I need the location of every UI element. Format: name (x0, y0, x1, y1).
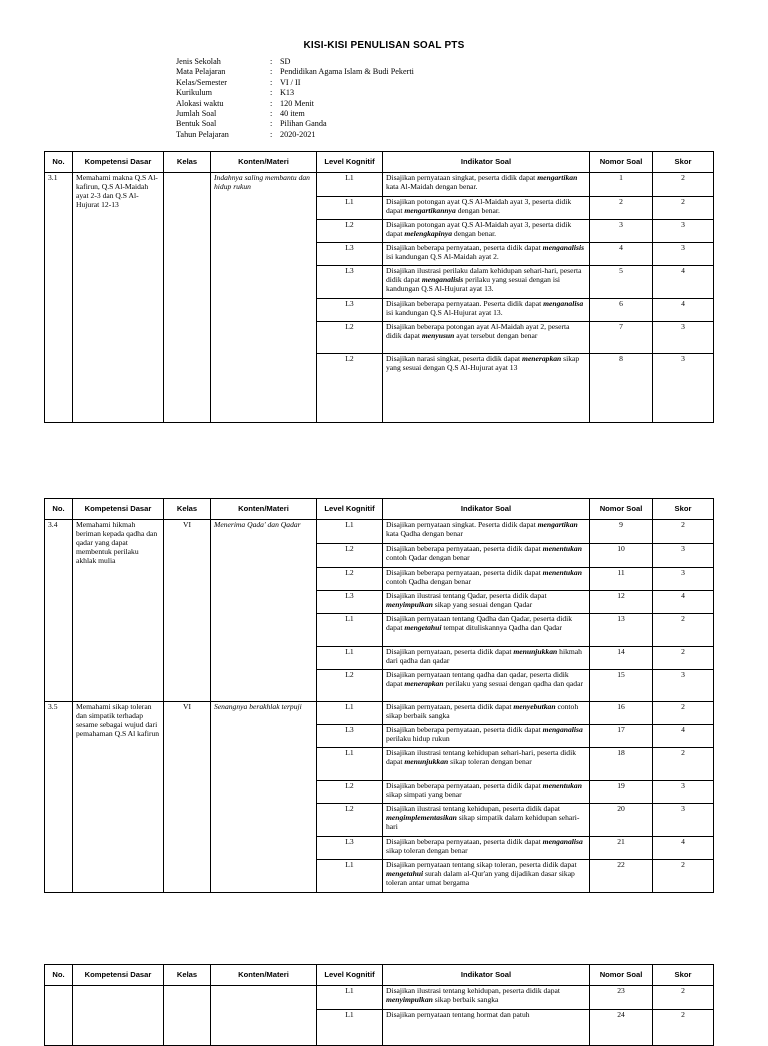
cell-skor: 2 (653, 748, 714, 781)
cell-level-kognitif: L1 (317, 197, 383, 220)
indikator-keyword: menunjukkan (404, 757, 449, 766)
indikator-text: contoh Qadha dengan benar (386, 577, 471, 586)
cell-nomor-soal: 16 (590, 702, 653, 725)
document-meta (176, 57, 414, 140)
indikator-text: sikap berbaik sangka (432, 995, 499, 1004)
indikator-text: Disajikan pernyataan tentang Qadha dan Qadar, peserta didik dapat (386, 614, 573, 632)
table-row (45, 702, 714, 725)
indikator-text: Disajikan beberapa potongan ayat Al-Maidah ayat 2, peserta didik dapat (386, 322, 570, 340)
col-header-no: No. (45, 152, 73, 173)
indikator-keyword: menyimpulkan (386, 600, 433, 609)
indikator-text: contoh sikap berbaik sangka (386, 702, 579, 720)
cell-no (45, 986, 73, 1046)
indikator-text: Disajikan ilustrasi tentang kehidupan, peserta didik dapat (386, 804, 560, 813)
indikator-keyword: mengetahui (386, 869, 424, 878)
indikator-text: Disajikan ilustrasi tentang kehidupan sehari-hari, peserta didik dapat (386, 748, 576, 766)
indikator-keyword: menerapkan (522, 354, 562, 363)
cell-indikator-soal (383, 322, 590, 354)
cell-skor: 3 (653, 670, 714, 702)
indikator-text: tempat dituliskannya Qadha dan Qadar (441, 623, 562, 632)
cell-level-kognitif: L1 (317, 173, 383, 197)
meta-colon: : (270, 98, 273, 108)
meta-value: 40 item (280, 109, 305, 119)
cell-level-kognitif: L3 (317, 266, 383, 299)
cell-skor: 3 (653, 544, 714, 568)
cell-indikator-soal (383, 804, 590, 837)
indikator-text: perilaku yang sesuai dengan qadha dan qadar (443, 679, 583, 688)
cell-indikator-soal (383, 220, 590, 243)
indikator-keyword: menganalisa (542, 837, 583, 846)
cell-skor: 2 (653, 647, 714, 670)
cell-nomor-soal: 24 (590, 1010, 653, 1046)
indikator-text: kata Al-Maidah dengan benar. (386, 182, 478, 191)
indikator-keyword: mengimplementasikan (386, 813, 457, 822)
col-header-nomor: Nomor Soal (590, 152, 653, 173)
meta-label: Alokasi waktu (176, 98, 224, 108)
meta-colon: : (270, 77, 273, 87)
indikator-keyword: menyebutkan (513, 702, 556, 711)
cell-level-kognitif: L2 (317, 568, 383, 591)
cell-no: 3.1 (45, 173, 73, 423)
meta-value: 120 Menit (280, 98, 314, 108)
meta-row (176, 88, 414, 98)
cell-level-kognitif: L1 (317, 647, 383, 670)
meta-label: Kurikulum (176, 88, 212, 98)
meta-value: SD (280, 57, 291, 66)
indikator-keyword: menentukan (542, 544, 582, 553)
indikator-text: isi kandungan Q.S Al-Hujurat ayat 13. (386, 308, 503, 317)
indikator-text: perilaku hidup rukun (386, 734, 450, 743)
indikator-text: Disajikan potongan ayat Q.S Al-Maidah ayat 3, peserta didik dapat (386, 197, 572, 215)
cell-indikator-soal (383, 354, 590, 423)
cell-nomor-soal: 7 (590, 322, 653, 354)
meta-row (176, 99, 414, 109)
indikator-keyword: mengartikan (537, 173, 578, 182)
cell-kelas (164, 173, 211, 423)
cell-indikator-soal (383, 591, 590, 614)
cell-nomor-soal: 11 (590, 568, 653, 591)
col-header-kelas: Kelas (164, 499, 211, 520)
col-header-level: Level Kognitif (317, 965, 383, 986)
cell-skor: 3 (653, 220, 714, 243)
indikator-keyword: menerapkan (404, 679, 444, 688)
meta-label: Mata Pelajaran (176, 67, 226, 77)
meta-row (176, 119, 414, 129)
cell-level-kognitif: L3 (317, 299, 383, 322)
meta-label: Jumlah Soal (176, 109, 217, 119)
cell-skor: 2 (653, 702, 714, 725)
indikator-keyword: melengkapinya (404, 229, 453, 238)
meta-label: Jenis Sekolah (176, 57, 221, 66)
indikator-text: hikmah dari qadha dan qadar (386, 647, 582, 665)
meta-colon: : (270, 119, 273, 129)
meta-value: 2020-2021 (280, 129, 316, 139)
meta-colon: : (270, 129, 273, 139)
cell-indikator-soal (383, 1010, 590, 1046)
cell-level-kognitif: L1 (317, 986, 383, 1010)
cell-level-kognitif: L2 (317, 354, 383, 423)
cell-level-kognitif: L3 (317, 591, 383, 614)
header-row (45, 965, 714, 986)
table-row (45, 173, 714, 197)
indikator-text: kata Qadha dengan benar (386, 529, 463, 538)
cell-level-kognitif: L2 (317, 781, 383, 804)
cell-indikator-soal (383, 702, 590, 725)
cell-level-kognitif: L2 (317, 670, 383, 702)
table-row (45, 986, 714, 1010)
indikator-text: Disajikan potongan ayat Q.S Al-Maidah ayat 3, peserta didik dapat (386, 220, 572, 238)
cell-kelas: VI (164, 702, 211, 893)
meta-row (176, 78, 414, 88)
cell-nomor-soal: 23 (590, 986, 653, 1010)
cell-nomor-soal: 3 (590, 220, 653, 243)
cell-skor: 3 (653, 322, 714, 354)
col-header-level: Level Kognitif (317, 152, 383, 173)
indikator-text: Disajikan beberapa pernyataan, peserta didik dapat (386, 568, 543, 577)
cell-konten-materi: Menerima Qada' dan Qadar (211, 520, 317, 702)
meta-row (176, 67, 414, 77)
cell-nomor-soal: 4 (590, 243, 653, 266)
indikator-keyword: menganalisa (542, 725, 583, 734)
meta-colon: : (270, 67, 273, 77)
col-header-nomor: Nomor Soal (590, 965, 653, 986)
indikator-keyword: menyusun (421, 331, 455, 340)
indikator-text: sikap toleran dengan benar (448, 757, 532, 766)
indikator-text: Disajikan ilustrasi perilaku dalam kehidupan sehari-hari, peserta didik dapat (386, 266, 582, 284)
indikator-keyword: menentukan (542, 568, 582, 577)
cell-level-kognitif: L1 (317, 748, 383, 781)
header-row (45, 499, 714, 520)
col-header-nomor: Nomor Soal (590, 499, 653, 520)
cell-nomor-soal: 19 (590, 781, 653, 804)
meta-value: VI / II (280, 77, 301, 87)
col-header-indikator: Indikator Soal (383, 152, 590, 173)
cell-level-kognitif: L2 (317, 220, 383, 243)
indikator-text: sikap toleran dengan benar (386, 846, 468, 855)
cell-skor: 2 (653, 860, 714, 893)
col-header-indikator: Indikator Soal (383, 965, 590, 986)
col-header-skor: Skor (653, 965, 714, 986)
meta-value: K13 (280, 88, 295, 98)
indikator-text: Disajikan ilustrasi tentang Qadar, peserta didik dapat (386, 591, 547, 600)
indikator-keyword: menunjukkan (513, 647, 558, 656)
cell-skor: 3 (653, 568, 714, 591)
cell-nomor-soal: 14 (590, 647, 653, 670)
cell-level-kognitif: L2 (317, 804, 383, 837)
indikator-keyword: menganalisis (421, 275, 464, 284)
cell-kompetensi-dasar (73, 986, 164, 1046)
cell-kompetensi-dasar: Memahami makna Q.S Al-kafirun, Q.S Al-Maidah ayat 2-3 dan Q.S Al-Hujurat 12-13 (73, 173, 164, 423)
indikator-keyword: menyimpulkan (386, 995, 433, 1004)
cell-nomor-soal: 5 (590, 266, 653, 299)
cell-nomor-soal: 12 (590, 591, 653, 614)
table-row (45, 520, 714, 544)
indikator-text: sikap yang sesuai dengan Qadar (432, 600, 533, 609)
cell-skor: 3 (653, 804, 714, 837)
meta-colon: : (270, 88, 273, 98)
cell-level-kognitif: L3 (317, 725, 383, 748)
cell-indikator-soal (383, 647, 590, 670)
cell-konten-materi: Indahnya saling membantu dan hidup rukun (211, 173, 317, 423)
col-header-kelas: Kelas (164, 152, 211, 173)
col-header-konten: Konten/Materi (211, 152, 317, 173)
col-header-no: No. (45, 499, 73, 520)
cell-indikator-soal (383, 781, 590, 804)
cell-nomor-soal: 8 (590, 354, 653, 423)
indikator-text: Disajikan pernyataan tentang qadha dan qadar, peserta didik dapat (386, 670, 569, 688)
cell-skor: 2 (653, 173, 714, 197)
cell-skor: 2 (653, 1010, 714, 1046)
indikator-text: Disajikan pernyataan singkat. Peserta didik dapat (386, 520, 538, 529)
cell-indikator-soal (383, 544, 590, 568)
cell-kelas: VI (164, 520, 211, 702)
cell-nomor-soal: 21 (590, 837, 653, 860)
cell-skor: 2 (653, 520, 714, 544)
cell-skor: 4 (653, 266, 714, 299)
cell-nomor-soal: 1 (590, 173, 653, 197)
indikator-keyword: mengartikan (537, 520, 578, 529)
col-header-skor: Skor (653, 499, 714, 520)
cell-skor: 4 (653, 299, 714, 322)
indikator-text: sikap yang sesuai dengan Q.S Al-Hujurat ayat 13 (386, 354, 580, 372)
cell-skor: 3 (653, 354, 714, 423)
meta-row (176, 57, 414, 67)
col-header-konten: Konten/Materi (211, 499, 317, 520)
col-header-kd: Kompetensi Dasar (73, 965, 164, 986)
indikator-text: Disajikan beberapa pernyataan, peserta didik dapat (386, 781, 543, 790)
col-header-indikator: Indikator Soal (383, 499, 590, 520)
meta-colon: : (270, 109, 273, 119)
cell-indikator-soal (383, 725, 590, 748)
col-header-konten: Konten/Materi (211, 965, 317, 986)
header-row (45, 152, 714, 173)
indikator-keyword: menentukan (542, 781, 582, 790)
indikator-text: Disajikan beberapa pernyataan, peserta didik dapat (386, 725, 543, 734)
grid-table-1 (44, 151, 714, 423)
cell-level-kognitif: L2 (317, 544, 383, 568)
cell-nomor-soal: 6 (590, 299, 653, 322)
cell-level-kognitif: L1 (317, 520, 383, 544)
col-header-kd: Kompetensi Dasar (73, 152, 164, 173)
indikator-text: dengan benar. (455, 206, 500, 215)
indikator-text: Disajikan pernyataan, peserta didik dapat (386, 702, 514, 711)
col-header-kelas: Kelas (164, 965, 211, 986)
cell-indikator-soal (383, 860, 590, 893)
cell-indikator-soal (383, 614, 590, 647)
indikator-text: perilaku yang sesuai dengan isi kandungan Q.S Al-Hujurat ayat 13. (386, 275, 561, 293)
meta-colon: : (270, 57, 273, 66)
cell-kompetensi-dasar: Memahami hikmah beriman kepada qadha dan qadar yang dapat membentuk perilaku akhlak mulia (73, 520, 164, 702)
grid-table-3 (44, 964, 714, 1046)
col-header-no: No. (45, 965, 73, 986)
cell-indikator-soal (383, 670, 590, 702)
cell-konten-materi: Senangnya berakhlak terpuji (211, 702, 317, 893)
cell-skor: 3 (653, 243, 714, 266)
indikator-text: Disajikan pernyataan, peserta didik dapat (386, 647, 514, 656)
cell-no: 3.4 (45, 520, 73, 702)
cell-nomor-soal: 10 (590, 544, 653, 568)
cell-nomor-soal: 15 (590, 670, 653, 702)
cell-level-kognitif: L1 (317, 860, 383, 893)
indikator-text: Disajikan narasi singkat, peserta didik dapat (386, 354, 523, 363)
indikator-text: contoh Qadar dengan benar (386, 553, 470, 562)
cell-level-kognitif: L3 (317, 837, 383, 860)
cell-indikator-soal (383, 837, 590, 860)
meta-label: Tahun Pelajaran (176, 129, 229, 139)
cell-kompetensi-dasar: Memahami sikap toleran dan simpatik terhadap sesame sebagai wujud dari pemahaman Q.S Al kafirun (73, 702, 164, 893)
col-header-kd: Kompetensi Dasar (73, 499, 164, 520)
indikator-text: Disajikan beberapa pernyataan, peserta didik dapat (386, 544, 543, 553)
cell-level-kognitif: L3 (317, 243, 383, 266)
indikator-text: Disajikan beberapa pernyataan. Peserta didik dapat (386, 299, 544, 308)
indikator-text: Disajikan beberapa pernyataan, peserta didik dapat (386, 243, 543, 252)
meta-value: Pendidikan Agama Islam & Budi Pekerti (280, 67, 414, 77)
cell-indikator-soal (383, 266, 590, 299)
indikator-text: Disajikan beberapa pernyataan, peserta didik dapat (386, 837, 543, 846)
cell-nomor-soal: 20 (590, 804, 653, 837)
cell-nomor-soal: 13 (590, 614, 653, 647)
cell-indikator-soal (383, 243, 590, 266)
meta-label: Bentuk Soal (176, 119, 217, 129)
cell-indikator-soal (383, 173, 590, 197)
cell-skor: 4 (653, 591, 714, 614)
indikator-keyword: mengetahui (404, 623, 442, 632)
cell-skor: 4 (653, 837, 714, 860)
cell-nomor-soal: 17 (590, 725, 653, 748)
indikator-text: sikap simpati yang benar (386, 790, 462, 799)
cell-skor: 2 (653, 614, 714, 647)
cell-indikator-soal (383, 197, 590, 220)
cell-nomor-soal: 22 (590, 860, 653, 893)
indikator-text: Disajikan pernyataan singkat, peserta didik dapat (386, 173, 538, 182)
cell-konten-materi (211, 986, 317, 1046)
cell-level-kognitif: L1 (317, 702, 383, 725)
indikator-text: ayat tersebut dengan benar (454, 331, 538, 340)
cell-skor: 2 (653, 197, 714, 220)
cell-level-kognitif: L1 (317, 614, 383, 647)
meta-value: Pilihan Ganda (280, 119, 327, 129)
indikator-text: Disajikan pernyataan tentang sikap toleran, peserta didik dapat (386, 860, 577, 869)
meta-row (176, 109, 414, 119)
cell-indikator-soal (383, 748, 590, 781)
indikator-keyword: menganalisis (542, 243, 585, 252)
cell-indikator-soal (383, 520, 590, 544)
cell-level-kognitif: L2 (317, 322, 383, 354)
cell-nomor-soal: 2 (590, 197, 653, 220)
cell-no: 3.5 (45, 702, 73, 893)
indikator-text: isi kandungan Q.S Al-Maidah ayat 2. (386, 252, 499, 261)
cell-nomor-soal: 18 (590, 748, 653, 781)
cell-level-kognitif: L1 (317, 1010, 383, 1046)
indikator-keyword: mengartikannya (404, 206, 456, 215)
document-title: KISI-KISI PENULISAN SOAL PTS (303, 40, 465, 51)
cell-kelas (164, 986, 211, 1046)
cell-skor: 3 (653, 781, 714, 804)
col-header-skor: Skor (653, 152, 714, 173)
cell-indikator-soal (383, 986, 590, 1010)
cell-indikator-soal (383, 299, 590, 322)
meta-label: Kelas/Semester (176, 77, 227, 87)
cell-skor: 4 (653, 725, 714, 748)
indikator-keyword: menganalisa (543, 299, 584, 308)
cell-skor: 2 (653, 986, 714, 1010)
cell-nomor-soal: 9 (590, 520, 653, 544)
col-header-level: Level Kognitif (317, 499, 383, 520)
indikator-text: Disajikan pernyataan tentang hormat dan patuh (386, 1010, 530, 1019)
grid-table-2 (44, 498, 714, 893)
indikator-text: Disajikan ilustrasi tentang kehidupan, peserta didik dapat (386, 986, 560, 995)
indikator-text: sikap simpatik dalam kehidupan sehari-hari (386, 813, 580, 831)
meta-row (176, 130, 414, 140)
indikator-text: dengan benar. (452, 229, 497, 238)
cell-indikator-soal (383, 568, 590, 591)
indikator-text: surah dalam al-Qur'an yang dijadikan dasar sikap toleran antar umat bergama (386, 869, 575, 887)
